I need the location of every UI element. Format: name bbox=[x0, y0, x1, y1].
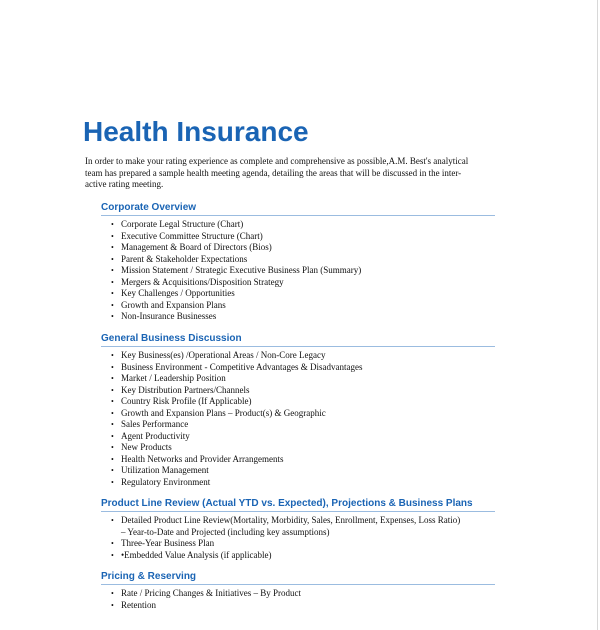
list-item: • Growth and Expansion Plans – Product(s) & Geographic bbox=[111, 407, 326, 418]
list-item: • Sales Performance bbox=[111, 419, 189, 429]
bullet-icon: • bbox=[111, 243, 114, 252]
bullet-icon: • bbox=[111, 351, 114, 360]
intro-paragraph bbox=[85, 156, 525, 191]
list-item-continuation: – Year-to-Date and Projected (including key assumptions) bbox=[121, 526, 330, 537]
list-item: • Executive Committee Structure (Chart) bbox=[111, 230, 263, 241]
list-item: • Market / Leadership Position bbox=[111, 373, 226, 383]
section-heading: Corporate Overview bbox=[101, 201, 495, 216]
bullet-icon: • bbox=[111, 408, 114, 418]
bullet-icon: • bbox=[111, 266, 114, 275]
section-heading: General Business Discussion bbox=[101, 332, 495, 347]
bullet-icon: • bbox=[111, 600, 114, 610]
section-pricing-reserving bbox=[101, 570, 495, 611]
list-item: • Key Challenges / Opportunities bbox=[111, 288, 235, 298]
bullet-icon: • bbox=[111, 466, 114, 475]
list-item: • Mergers & Acquisitions/Disposition Strategy bbox=[111, 276, 284, 287]
list-item: • Mission Statement / Strategic Executive Business Plan (Summary) bbox=[111, 265, 362, 275]
bullet-icon: • bbox=[111, 300, 114, 310]
bullet-icon: • bbox=[111, 477, 114, 487]
bullet-icon: • bbox=[111, 362, 114, 372]
list-item: • New Products bbox=[111, 442, 172, 452]
section-product-line-review bbox=[101, 497, 495, 561]
section-corporate-overview bbox=[101, 201, 495, 323]
bullet-icon: • bbox=[111, 539, 114, 548]
bullet-icon: • bbox=[111, 420, 114, 429]
section-heading: Product Line Review (Actual YTD vs. Expected), Projections & Business Plans bbox=[101, 497, 495, 512]
intro-line: team has prepared a sample health meeting agenda, detailing the areas that will be discussed in the inter- bbox=[85, 167, 462, 178]
bullet-icon: • bbox=[111, 550, 114, 560]
bullet-icon: • bbox=[111, 374, 114, 383]
section-heading: Pricing & Reserving bbox=[101, 570, 495, 585]
bullet-icon: • bbox=[111, 397, 114, 406]
bullet-icon: • bbox=[111, 254, 114, 264]
bullet-icon: • bbox=[111, 589, 114, 598]
page-edge-divider bbox=[597, 0, 598, 630]
section-item-list bbox=[101, 588, 495, 611]
bullet-icon: • bbox=[111, 431, 114, 441]
list-item: • Utilization Management bbox=[111, 465, 209, 475]
section-item-list bbox=[101, 219, 495, 323]
list-item: • Health Networks and Provider Arrangements bbox=[111, 453, 284, 464]
section-item-list bbox=[101, 515, 495, 561]
intro-line: active rating meeting. bbox=[85, 179, 164, 190]
page-title: Health Insurance bbox=[83, 116, 309, 147]
bullet-icon: • bbox=[111, 289, 114, 298]
intro-line: In order to make your rating experience as complete and comprehensive as possible,A.M. Best's analytical bbox=[85, 156, 469, 166]
bullet-icon: • bbox=[111, 312, 114, 321]
section-general-business bbox=[101, 332, 495, 488]
list-item: • Three-Year Business Plan bbox=[111, 538, 215, 548]
list-item: • Retention bbox=[111, 599, 156, 610]
bullet-icon: • bbox=[111, 516, 114, 525]
list-item: • Key Distribution Partners/Channels bbox=[111, 384, 250, 395]
list-item: • Corporate Legal Structure (Chart) bbox=[111, 219, 244, 229]
section-item-list bbox=[101, 350, 495, 488]
bullet-icon: • bbox=[111, 277, 114, 287]
list-item: • Non-Insurance Businesses bbox=[111, 311, 217, 321]
bullet-icon: • bbox=[111, 231, 114, 241]
list-item: • Regulatory Environment bbox=[111, 476, 211, 487]
bullet-icon: • bbox=[111, 220, 114, 229]
list-item: • •Embedded Value Analysis (if applicable) bbox=[111, 549, 272, 560]
list-item: • Detailed Product Line Review(Mortality, Morbidity, Sales, Enrollment, Expenses, Loss Ratio) – Year-to-Date and Projected (including key assumptions) bbox=[101, 515, 495, 538]
list-item: • Growth and Expansion Plans bbox=[111, 299, 226, 310]
list-item: • Business Environment - Competitive Advantages & Disadvantages bbox=[111, 361, 363, 372]
bullet-icon: • bbox=[111, 385, 114, 395]
list-item: • Agent Productivity bbox=[111, 430, 190, 441]
list-item: • Rate / Pricing Changes & Initiatives – By Product bbox=[111, 588, 301, 598]
list-item: • Key Business(es) /Operational Areas / Non-Core Legacy bbox=[111, 350, 326, 360]
list-item: • Parent & Stakeholder Expectations bbox=[111, 253, 248, 264]
bullet-icon: • bbox=[111, 454, 114, 464]
list-item: • Management & Board of Directors (Bios) bbox=[111, 242, 272, 252]
list-item: • Country Risk Profile (If Applicable) bbox=[111, 396, 252, 406]
bullet-icon: • bbox=[111, 443, 114, 452]
